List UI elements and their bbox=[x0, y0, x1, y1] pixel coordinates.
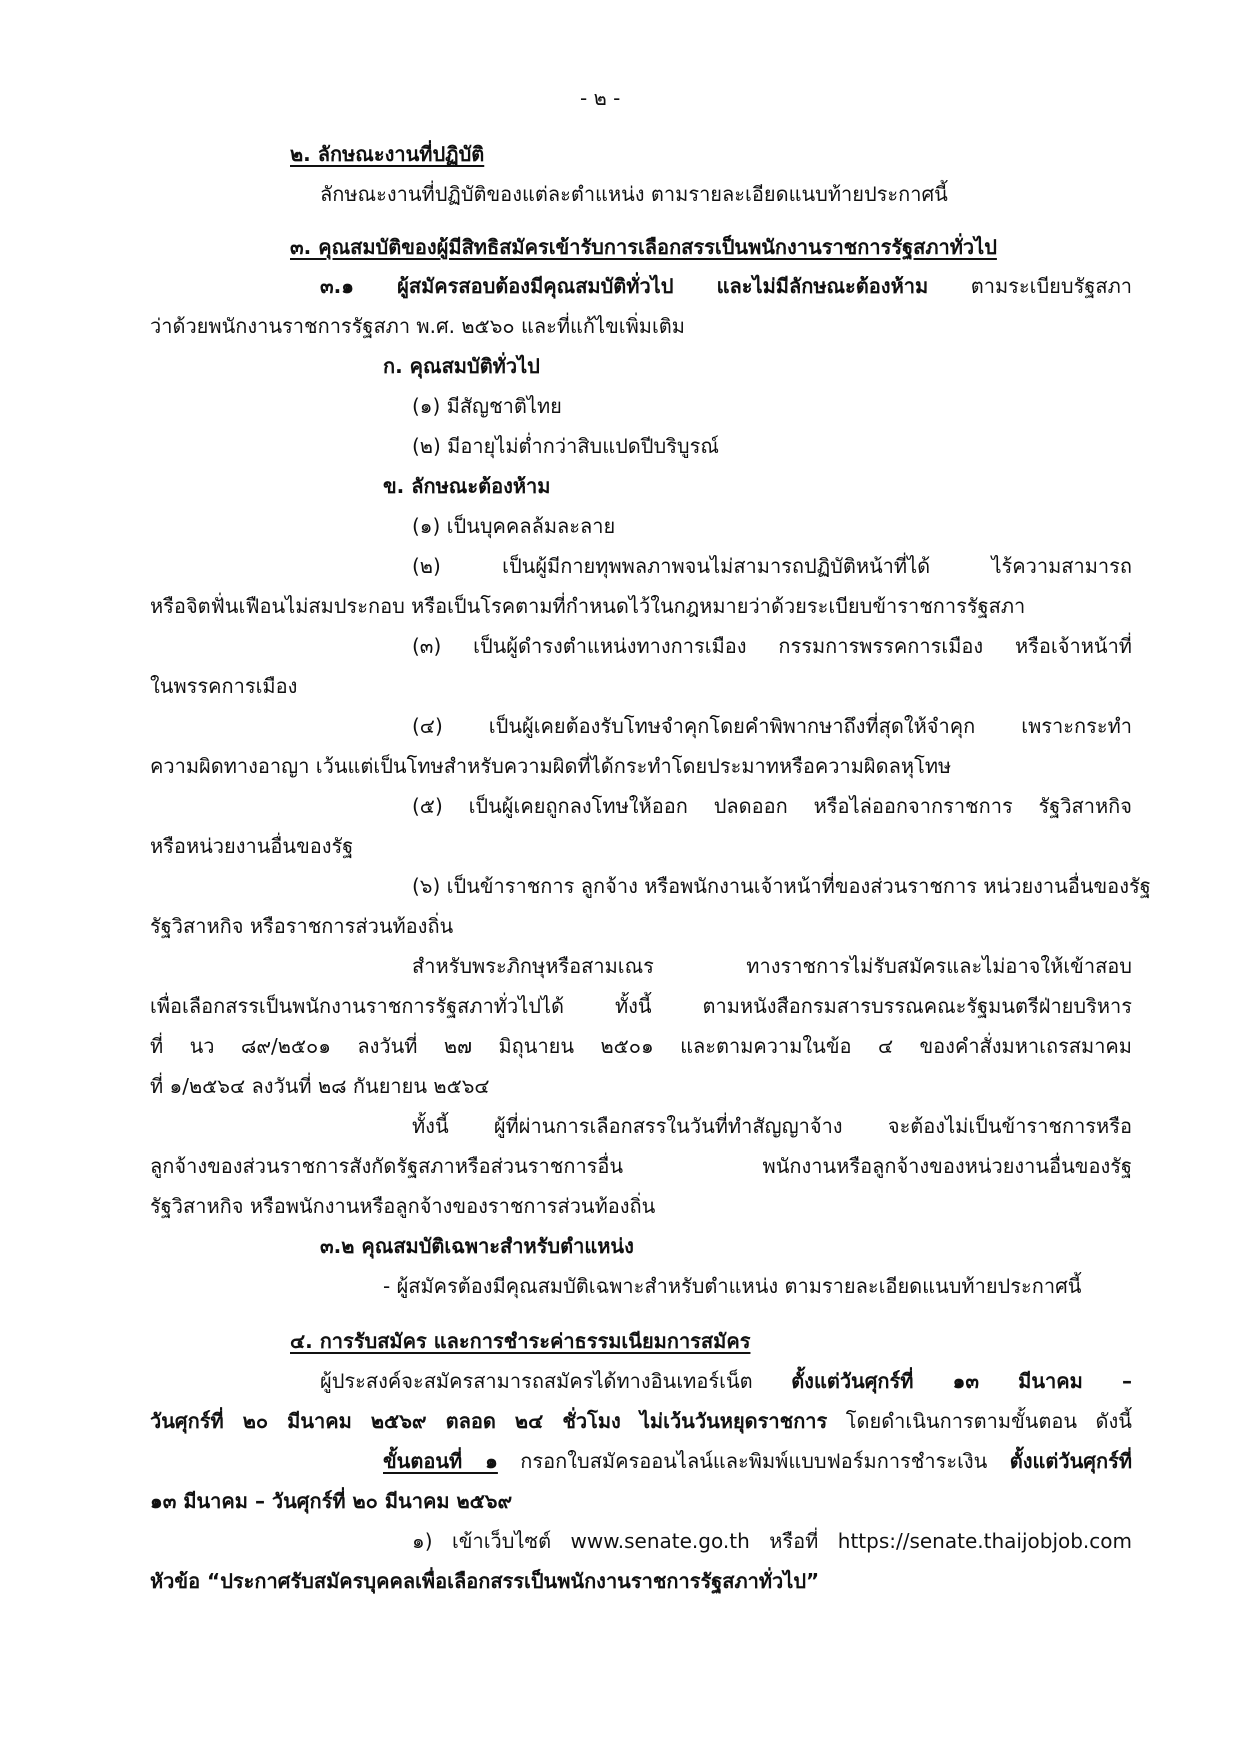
section4-intro-text: ผู้ประสงค์จะสมัครสามารถสมัครได้ทางอินเทอร์เน็ต bbox=[320, 1369, 792, 1393]
prohibited-heading: ข. ลักษณะต้องห้าม bbox=[383, 474, 551, 498]
general-item-2: (๒) มีอายุไม่ต่ำกว่าสิบแปดปีบริบูรณ์ bbox=[412, 434, 719, 458]
contract-note-line2: ลูกจ้างของส่วนราชการสังกัดรัฐสภาหรือส่วนราชการอื่น พนักงานหรือลูกจ้างของหน่วยงานอื่นของรัฐ bbox=[150, 1154, 1132, 1178]
prohibited-item-1: (๑) เป็นบุคคลล้มละลาย bbox=[412, 514, 616, 538]
section3-1-rest: ตามระเบียบรัฐสภา bbox=[928, 274, 1132, 298]
prohibited-item-2-line2: หรือจิตฟั่นเฟือนไม่สมประกอบ หรือเป็นโรคตามที่กำหนดไว้ในกฎหมายว่าด้วยระเบียบข้าราชการรัฐสภา bbox=[150, 594, 1026, 618]
contract-note-line3: รัฐวิสาหกิจ หรือพนักงานหรือลูกจ้างของราชการส่วนท้องถิ่น bbox=[150, 1194, 656, 1218]
step1-label: ขั้นตอนที่ ๑ bbox=[383, 1449, 498, 1473]
step1-item1-line1: ๑) เข้าเว็บไซต์ www.senate.go.th หรือที่ https://senate.thaijobjob.com bbox=[412, 1529, 1132, 1553]
step1-text: กรอกใบสมัครออนไลน์และพิมพ์แบบฟอร์มการชำระเงิน bbox=[497, 1449, 1010, 1473]
contract-note-line1: ทั้งนี้ ผู้ที่ผ่านการเลือกสรรในวันที่ทำสัญญาจ้าง จะต้องไม่เป็นข้าราชการหรือ bbox=[412, 1114, 1132, 1138]
section2-body: ลักษณะงานที่ปฏิบัติของแต่ละตำแหน่ง ตามรายละเอียดแนบท้ายประกาศนี้ bbox=[320, 182, 948, 206]
monk-note-line4: ที่ ๑/๒๕๖๔ ลงวันที่ ๒๘ กันยายน ๒๕๖๔ bbox=[150, 1074, 490, 1098]
section4-intro-line2 bbox=[150, 1407, 1132, 1437]
section3-1-line2: ว่าด้วยพนักงานราชการรัฐสภา พ.ศ. ๒๕๖๐ และที่แก้ไขเพิ่มเติม bbox=[150, 314, 685, 338]
prohibited-item-4-line2: ความผิดทางอาญา เว้นแต่เป็นโทษสำหรับความผิดที่ได้กระทำโดยประมาทหรือความผิดลหุโทษ bbox=[150, 754, 952, 778]
general-item-1: (๑) มีสัญชาติไทย bbox=[412, 394, 562, 418]
section4-intro-dates: ตั้งแต่วันศุกร์ที่ ๑๓ มีนาคม – bbox=[791, 1369, 1132, 1393]
section3-2-heading: ๓.๒ คุณสมบัติเฉพาะสำหรับตำแหน่ง bbox=[320, 1234, 634, 1258]
section3-heading: ๓. คุณสมบัติของผู้มีสิทธิสมัครเข้ารับการเลือกสรรเป็นพนักงานราชการรัฐสภาทั่วไป bbox=[290, 235, 997, 259]
section4-heading: ๔. การรับสมัคร และการชำระค่าธรรมเนียมการสมัคร bbox=[290, 1329, 751, 1353]
section4-intro-period: วันศุกร์ที่ ๒๐ มีนาคม ๒๕๖๙ ตลอด ๒๔ ชั่วโมง ไม่เว้นวันหยุดราชการ bbox=[150, 1409, 828, 1433]
step1-line2: ๑๓ มีนาคม – วันศุกร์ที่ ๒๐ มีนาคม ๒๕๖๙ bbox=[150, 1489, 513, 1513]
prohibited-item-6-line2: รัฐวิสาหกิจ หรือราชการส่วนท้องถิ่น bbox=[150, 914, 454, 938]
section2-heading: ๒. ลักษณะงานที่ปฏิบัติ bbox=[290, 142, 485, 166]
section3-1-line1 bbox=[320, 272, 1132, 302]
section4-intro-line1 bbox=[320, 1367, 1132, 1397]
monk-note-line2: เพื่อเลือกสรรเป็นพนักงานราชการรัฐสภาทั่วไปได้ ทั้งนี้ ตามหนังสือกรมสารบรรณคณะรัฐมนตรีฝ่ายบริหาร bbox=[150, 994, 1132, 1018]
step1-item1-line2: หัวข้อ “ประกาศรับสมัครบุคคลเพื่อเลือกสรรเป็นพนักงานราชการรัฐสภาทั่วไป” bbox=[150, 1569, 820, 1593]
monk-note-line1: สำหรับพระภิกษุหรือสามเณร ทางราชการไม่รับสมัครและไม่อาจให้เข้าสอบ bbox=[412, 954, 1132, 978]
prohibited-item-2-line1: (๒) เป็นผู้มีกายทุพพลภาพจนไม่สามารถปฏิบัติหน้าที่ได้ ไร้ความสามารถ bbox=[412, 554, 1132, 578]
prohibited-item-5-line1: (๕) เป็นผู้เคยถูกลงโทษให้ออก ปลดออก หรือไล่ออกจากราชการ รัฐวิสาหกิจ bbox=[412, 794, 1132, 818]
section3-2-body: - ผู้สมัครต้องมีคุณสมบัติเฉพาะสำหรับตำแหน่ง ตามรายละเอียดแนบท้ายประกาศนี้ bbox=[383, 1274, 1082, 1298]
general-qualifications-heading: ก. คุณสมบัติทั่วไป bbox=[383, 354, 540, 378]
prohibited-item-3-line1: (๓) เป็นผู้ดำรงตำแหน่งทางการเมือง กรรมการพรรคการเมือง หรือเจ้าหน้าที่ bbox=[412, 634, 1132, 658]
section3-1-bold: ๓.๑ ผู้สมัครสอบต้องมีคุณสมบัติทั่วไป และไม่มีลักษณะต้องห้าม bbox=[320, 274, 929, 298]
monk-note-line3: ที่ นว ๘๙/๒๕๐๑ ลงวันที่ ๒๗ มิถุนายน ๒๕๐๑ และตามความในข้อ ๔ ของคำสั่งมหาเถรสมาคม bbox=[150, 1034, 1132, 1058]
prohibited-item-3-line2: ในพรรคการเมือง bbox=[150, 674, 298, 698]
step1-line1 bbox=[383, 1447, 1132, 1477]
section4-intro-rest: โดยดำเนินการตามขั้นตอน ดังนี้ bbox=[827, 1409, 1132, 1433]
step1-dates-start: ตั้งแต่วันศุกร์ที่ bbox=[1009, 1449, 1133, 1473]
page-number: - ๒ - bbox=[580, 86, 621, 110]
prohibited-item-6-line1: (๖) เป็นข้าราชการ ลูกจ้าง หรือพนักงานเจ้าหน้าที่ของส่วนราชการ หน่วยงานอื่นของรัฐ bbox=[412, 874, 1151, 898]
prohibited-item-4-line1: (๔) เป็นผู้เคยต้องรับโทษจำคุกโดยคำพิพากษาถึงที่สุดให้จำคุก เพราะกระทำ bbox=[412, 714, 1132, 738]
prohibited-item-5-line2: หรือหน่วยงานอื่นของรัฐ bbox=[150, 834, 354, 858]
